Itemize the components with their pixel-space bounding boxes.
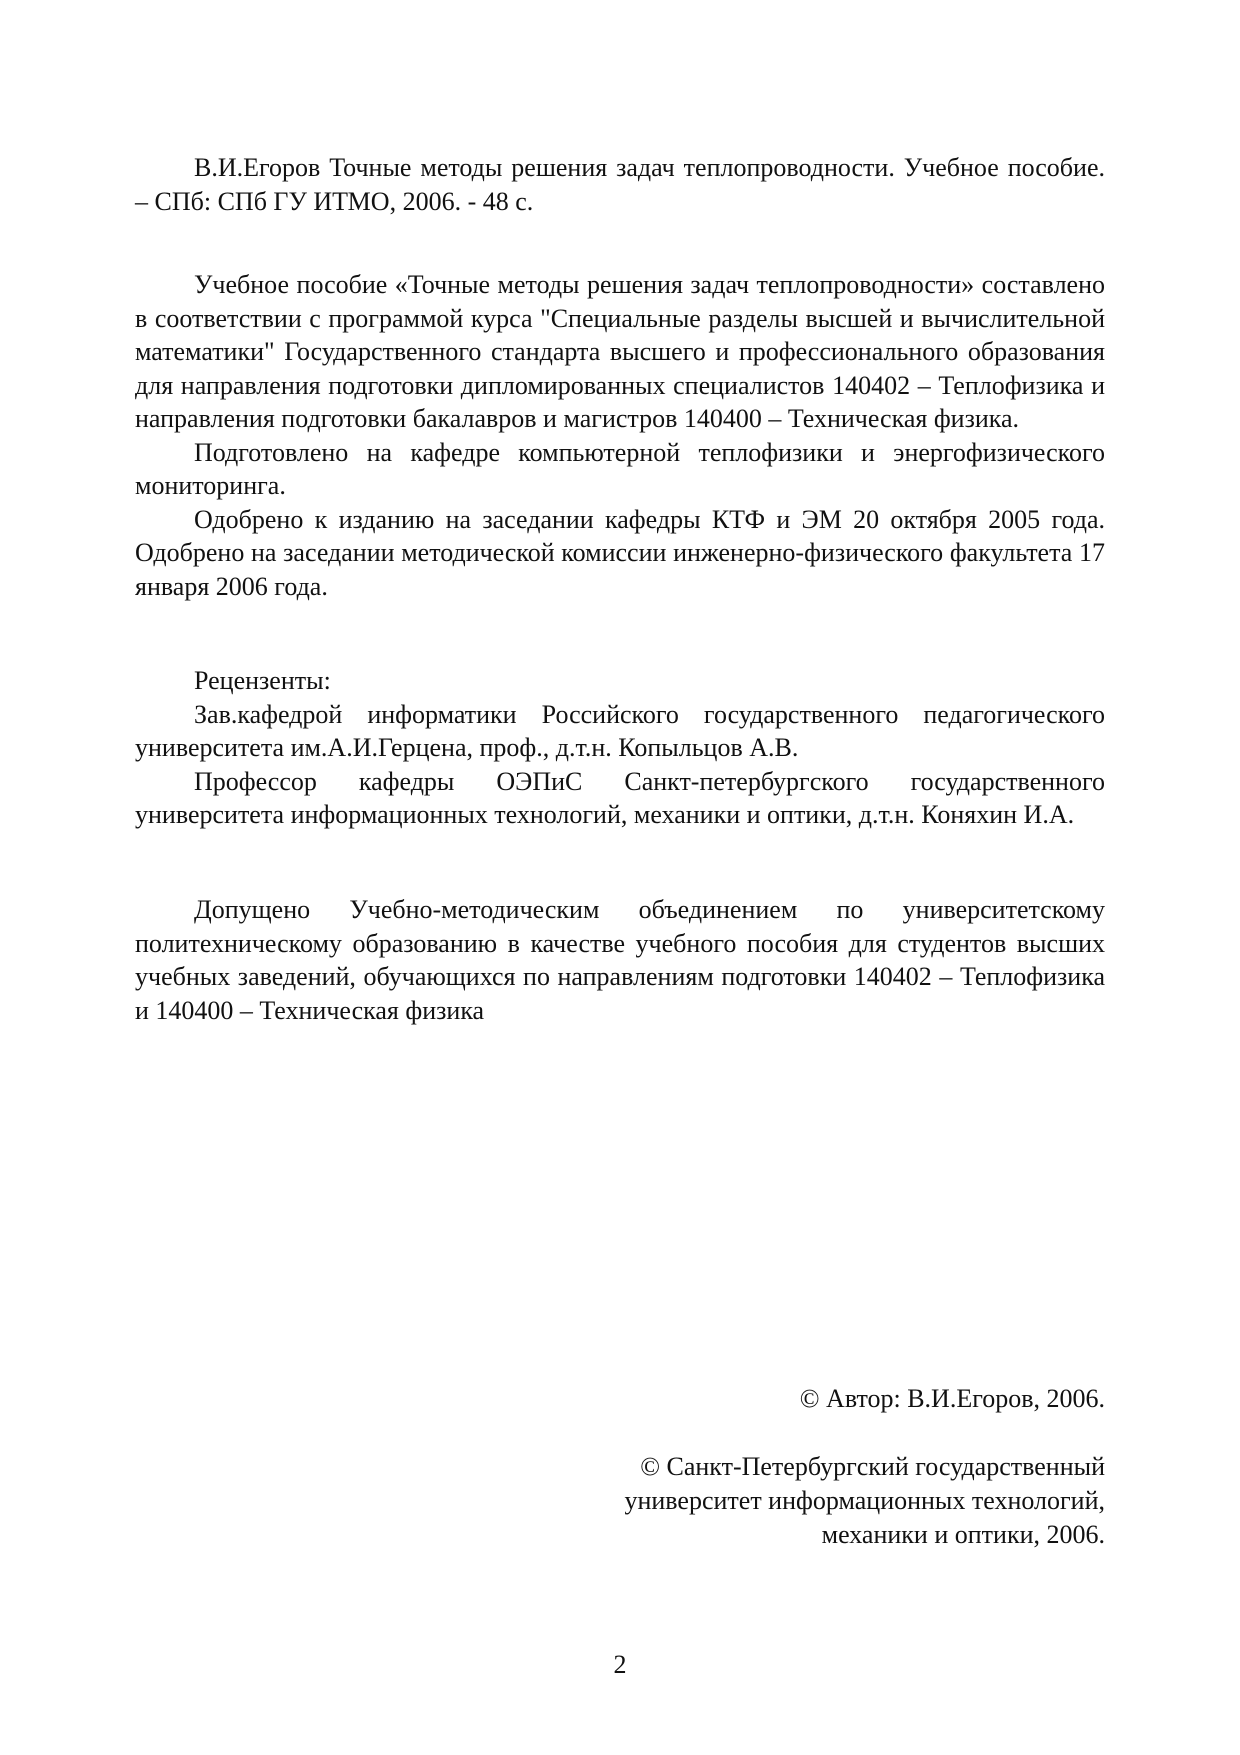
copyright-institution-line-1: © Санкт-Петербургский государственный (640, 1452, 1105, 1481)
abstract-paragraph-1: Учебное пособие «Точные методы решения задач теплопроводности» составлено в соответствии с программой курса "Специальные разделы высшей и вычислительной математики" Государственного стандарта высшего и профессионального образования для направления подготовки дипломированных специалистов 140402 – Теплофизика и направления подготовки бакалавров и магистров 140400 – Техническая физика. (135, 270, 1105, 433)
copyright-institution-line-3: механики и оптики, 2006. (821, 1520, 1105, 1549)
reviewers-block (135, 664, 1105, 832)
page-number: 2 (613, 1650, 627, 1679)
reviewer-2: Профессор кафедры ОЭПиС Санкт-петербургского государственного университета информационных технологий, механики и оптики, д.т.н. Коняхин И.А. (135, 766, 1105, 829)
reviewer-1: Зав.кафедрой информатики Российского государственного педагогического университета им.А.И.Герцена, проф., д.т.н. Копыльцов А.В. (135, 699, 1105, 762)
copyright-author-line: © Автор: В.И.Егоров, 2006. (799, 1384, 1105, 1413)
copyright-author (800, 1382, 1105, 1416)
approval-block (135, 893, 1105, 1027)
copyright-institution-line-2: университет информационных технологий, (624, 1486, 1105, 1515)
abstract-block (135, 268, 1105, 603)
abstract-paragraph-2: Подготовлено на кафедре компьютерной теплофизики и энергофизического мониторинга. (135, 437, 1105, 500)
copyright-institution (624, 1450, 1105, 1552)
bibliographic-record: В.И.Егоров Точные методы решения задач теплопроводности. Учебное пособие. – СПб: СПб ГУ ИТМО, 2006. - 48 с. (135, 153, 1105, 216)
abstract-paragraph-3: Одобрено к изданию на заседании кафедры КТФ и ЭМ 20 октября 2005 года. Одобрено на заседании методической комиссии инженерно-физического факультета 17 января 2006 года. (135, 504, 1105, 601)
bibliographic-record-block (135, 151, 1105, 218)
reviewers-heading: Рецензенты: (194, 666, 331, 695)
approval-statement: Допущено Учебно-методическим объединением по университетскому политехническому образованию в качестве учебного пособия для студентов высших учебных заведений, обучающихся по направлениям подготовки 140402 – Теплофизика и 140400 – Техническая физика (135, 895, 1105, 1025)
